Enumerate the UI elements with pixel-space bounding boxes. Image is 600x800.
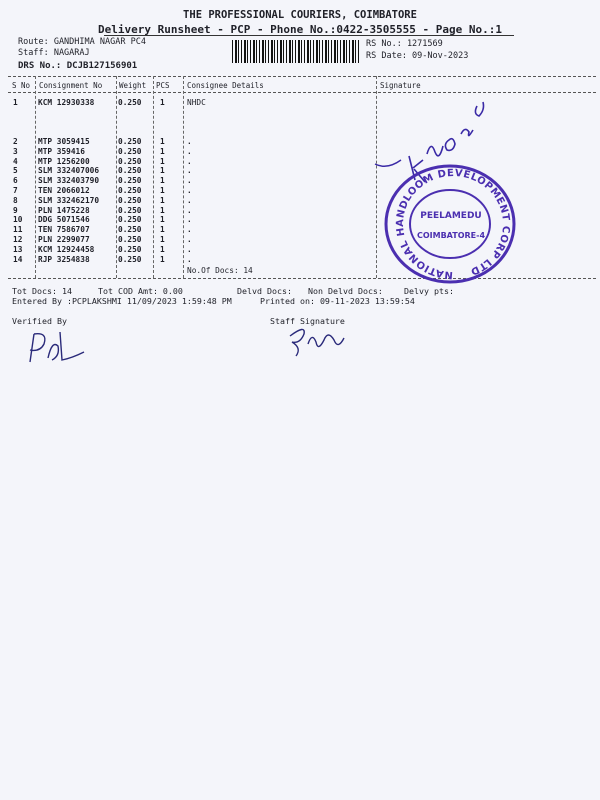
staff-signature-mark <box>286 322 356 362</box>
row-pieces: 1 <box>160 166 165 176</box>
row-weight: 0.250 <box>118 186 142 195</box>
row-pieces: 1 <box>160 244 165 254</box>
row-serial-number: 9 <box>13 205 18 215</box>
row-weight: 0.250 <box>118 215 142 225</box>
row-weight: 0.250 <box>118 205 142 215</box>
row-consignment-number: SLM 332403790 <box>38 176 100 186</box>
row-consignment-number: MTP 359416 <box>38 146 85 156</box>
row-pieces: 1 <box>160 235 165 244</box>
row-consignment-number: TEN 7586707 <box>38 225 90 235</box>
row-consignee: . <box>187 146 192 156</box>
row-consignee: . <box>187 176 192 186</box>
total-docs: Tot Docs: 14 <box>12 286 72 296</box>
row-weight: 0.250 <box>118 137 142 146</box>
verified-by-signature <box>22 328 92 368</box>
rs-date: RS Date: 09-Nov-2023 <box>366 51 469 61</box>
row-serial-number: 4 <box>13 156 18 166</box>
row-weight: 0.250 <box>118 244 142 254</box>
row-serial-number: 13 <box>13 244 23 254</box>
row-consignment-number: TEN 2066012 <box>38 186 90 195</box>
table-header-rule <box>8 92 596 93</box>
row-consignment-number: KCM 12924458 <box>38 244 95 254</box>
no-of-docs: No.Of Docs: 14 <box>187 266 253 275</box>
row-pieces: 1 <box>160 98 165 107</box>
rs-number: RS No.: 1271569 <box>366 39 443 49</box>
row-serial-number: 2 <box>13 137 18 146</box>
row-weight: 0.250 <box>118 156 142 166</box>
row-pieces: 1 <box>160 195 165 205</box>
row-consignee: . <box>187 137 192 146</box>
row-pieces: 1 <box>160 225 165 235</box>
row-serial-number: 5 <box>13 166 18 176</box>
col-header-signature: Signature <box>380 81 421 90</box>
title-underline <box>104 35 514 36</box>
table-top-rule <box>8 76 596 77</box>
row-serial-number: 14 <box>13 254 23 264</box>
runsheet-title: Delivery Runsheet - PCP - Phone No.:0422-3505555 - Page No.:1 <box>98 23 502 36</box>
row-weight: 0.250 <box>118 98 142 107</box>
row-consignee: NHDC <box>187 98 206 107</box>
row-serial-number: 1 <box>13 98 18 107</box>
row-consignment-number: MTP 1256200 <box>38 156 90 166</box>
verified-by-label: Verified By <box>12 316 67 326</box>
non-delivered-docs: Non Delvd Docs: <box>308 286 383 296</box>
row-pieces: 1 <box>160 146 165 156</box>
row-serial-number: 7 <box>13 186 18 195</box>
row-consignee: . <box>187 205 192 215</box>
barcode <box>232 40 360 63</box>
total-cod-amount: Tot COD Amt: 0.00 <box>98 286 183 296</box>
row-weight: 0.250 <box>118 166 142 176</box>
row-consignment-number: KCM 12930338 <box>38 98 95 107</box>
row-weight: 0.250 <box>118 225 142 235</box>
col-divider <box>116 76 117 278</box>
row-consignment-number: DDG 5071546 <box>38 215 90 225</box>
row-consignment-number: RJP 3254838 <box>38 254 90 264</box>
row-pieces: 1 <box>160 186 165 195</box>
row-weight: 0.250 <box>118 235 142 244</box>
row-serial-number: 10 <box>13 215 23 225</box>
row-consignment-number: PLN 2299077 <box>38 235 90 244</box>
entered-by: Entered By :PCPLAKSHMI 11/09/2023 1:59:48 PM <box>12 296 232 306</box>
row-consignee: . <box>187 215 192 225</box>
row-serial-number: 6 <box>13 176 18 186</box>
delivered-docs: Delvd Docs: <box>237 286 292 296</box>
row-weight: 0.250 <box>118 195 142 205</box>
col-divider <box>183 76 184 278</box>
col-header-consignee: Consignee Details <box>187 81 264 90</box>
col-divider <box>35 76 36 278</box>
stamp-line2: COIMBATORE-4 <box>416 231 486 240</box>
row-consignee: . <box>187 254 192 264</box>
row-weight: 0.250 <box>118 146 142 156</box>
row-consignee: . <box>187 225 192 235</box>
nhdc-stamp <box>378 152 528 286</box>
row-consignment-number: MTP 3059415 <box>38 137 90 146</box>
staff-signature-label: Staff Signature <box>270 316 345 326</box>
stamp-ring-text: NATIONAL HANDLOOM DEVELOPMENT CORP LTD <box>394 167 512 281</box>
col-header-pcs: PCS <box>156 81 170 90</box>
row-serial-number: 11 <box>13 225 23 235</box>
row-pieces: 1 <box>160 215 165 225</box>
row-pieces: 1 <box>160 137 165 146</box>
row-weight: 0.250 <box>118 176 142 186</box>
row-weight: 0.250 <box>118 254 142 264</box>
row-consignee: . <box>187 244 192 254</box>
row-consignment-number: SLM 332462170 <box>38 195 100 205</box>
row-pieces: 1 <box>160 156 165 166</box>
col-divider <box>153 76 154 278</box>
row-consignee: . <box>187 235 192 244</box>
stamp-line1: PEELAMEDU <box>420 211 482 221</box>
row-serial-number: 8 <box>13 195 18 205</box>
col-header-weight: Weight <box>119 81 147 90</box>
row-pieces: 1 <box>160 205 165 215</box>
row-consignee: . <box>187 166 192 176</box>
row-consignment-number: PLN 1475228 <box>38 205 90 215</box>
row-pieces: 1 <box>160 254 165 264</box>
staff-label: Staff: NAGARAJ <box>18 48 90 58</box>
row-pieces: 1 <box>160 176 165 186</box>
drs-number: DRS No.: DCJB127156901 <box>18 61 138 71</box>
svg-text:NATIONAL HANDLOOM DEVELOPMENT <box>395 168 511 280</box>
row-serial-number: 12 <box>13 235 23 244</box>
delivery-points: Delvy pts: <box>404 286 454 296</box>
route-label: Route: GANDHIMA NAGAR PC4 <box>18 37 146 47</box>
row-consignee: . <box>187 186 192 195</box>
company-name: THE PROFESSIONAL COURIERS, COIMBATORE <box>183 9 417 21</box>
row-consignment-number: SLM 332407006 <box>38 166 100 176</box>
col-header-sno: S No <box>12 81 31 90</box>
row-serial-number: 3 <box>13 146 18 156</box>
printed-on: Printed on: 09-11-2023 13:59:54 <box>260 296 415 306</box>
row-consignee: . <box>187 195 192 205</box>
col-header-consignment: Consignment No <box>39 81 103 90</box>
row-consignee: . <box>187 156 192 166</box>
